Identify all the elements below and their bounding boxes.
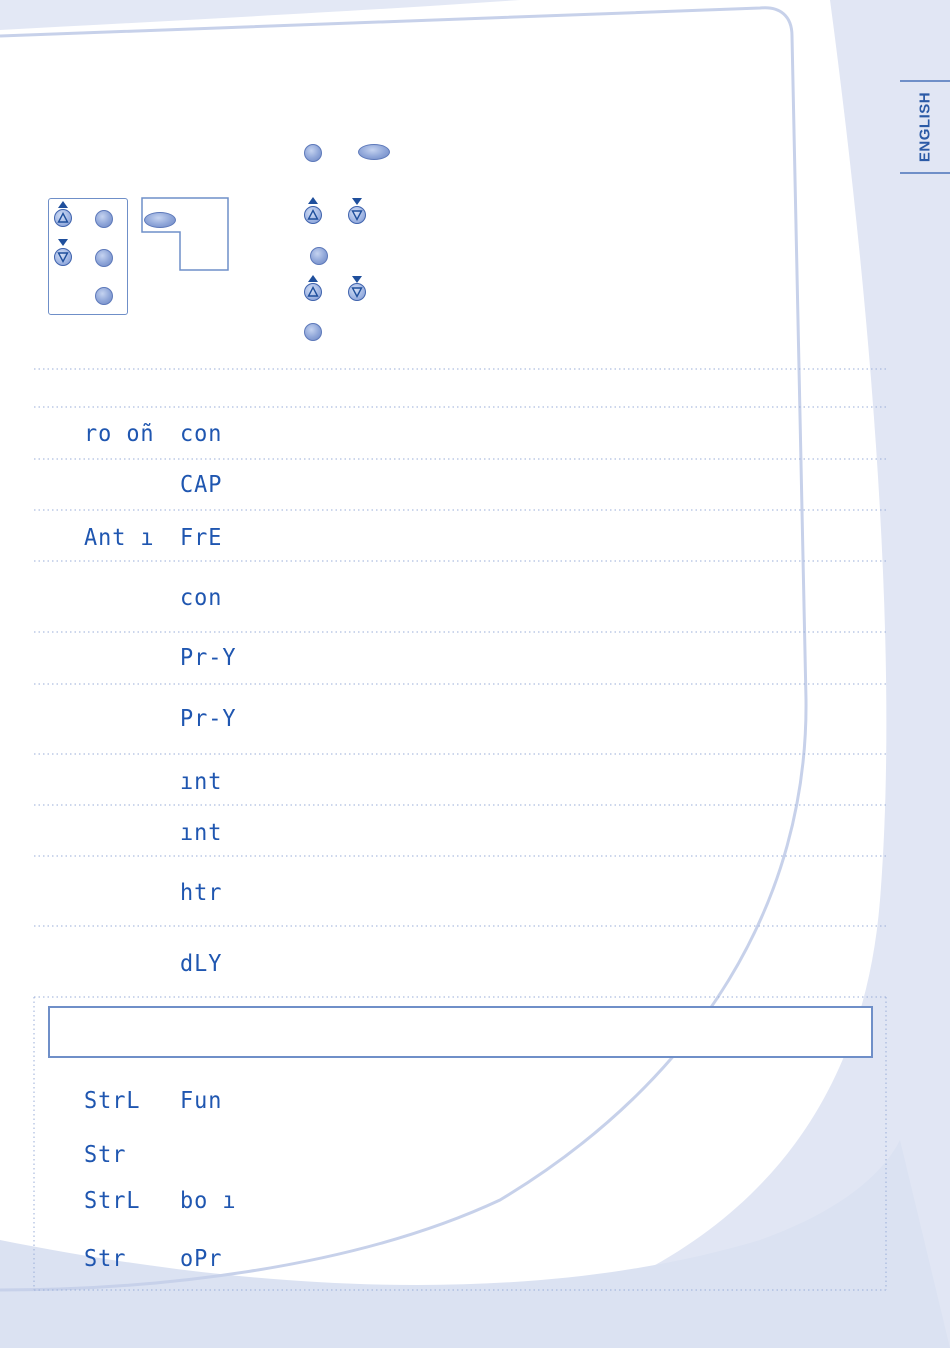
table-row-9-code: htr <box>180 880 223 906</box>
step2-down-button-icon <box>348 206 366 224</box>
step1-round-button-icon <box>304 144 322 162</box>
note-box <box>48 1006 873 1058</box>
step2-up-button-icon <box>304 206 322 224</box>
status-row-4-code: oPr <box>180 1246 223 1272</box>
status-row-2-left-code: Str <box>84 1142 127 1168</box>
table-row-5-code: Pr-Y <box>180 645 237 671</box>
status-row-3-code: bo ı <box>180 1188 237 1214</box>
table-row-4-code: con <box>180 585 223 611</box>
table-row-3-code: FrE <box>180 525 223 551</box>
status-row-1-left-code: StrL <box>84 1088 141 1114</box>
table-row-6-code: Pr-Y <box>180 706 237 732</box>
status-row-3-left-code: StrL <box>84 1188 141 1214</box>
table-row-1-code: con <box>180 421 223 447</box>
step2-up-indicator-icon <box>308 197 318 204</box>
remote-oval-button-icon <box>144 212 176 228</box>
table-row-8-code: ınt <box>180 820 223 846</box>
remote-button-3-icon <box>95 287 113 305</box>
step1-oval-button-icon <box>358 144 390 160</box>
step3-round-button-icon <box>310 247 328 265</box>
table-row-7-code: ınt <box>180 769 223 795</box>
temp-up-button-icon <box>54 209 72 227</box>
language-tab[interactable] <box>900 80 950 174</box>
step5-round-button-icon <box>304 323 322 341</box>
language-tab-label: ENGLISH <box>916 91 934 163</box>
status-row-4-left-code: Str <box>84 1246 127 1272</box>
step4-up-indicator-icon <box>308 275 318 282</box>
table-row-2-code: CAP <box>180 472 223 498</box>
step4-down-button-icon <box>348 283 366 301</box>
table-row-1-left-code: ro oñ <box>84 421 155 447</box>
remote-button-1-icon <box>95 210 113 228</box>
down-arrow-indicator-icon <box>58 239 68 246</box>
step4-down-indicator-icon <box>352 276 362 283</box>
table-row-3-left-code: Ant ı <box>84 525 155 551</box>
table-row-10-code: dLY <box>180 951 223 977</box>
status-row-1-code: Fun <box>180 1088 223 1114</box>
temp-down-button-icon <box>54 248 72 266</box>
up-arrow-indicator-icon <box>58 201 68 208</box>
step4-up-button-icon <box>304 283 322 301</box>
remote-button-2-icon <box>95 249 113 267</box>
step2-down-indicator-icon <box>352 198 362 205</box>
